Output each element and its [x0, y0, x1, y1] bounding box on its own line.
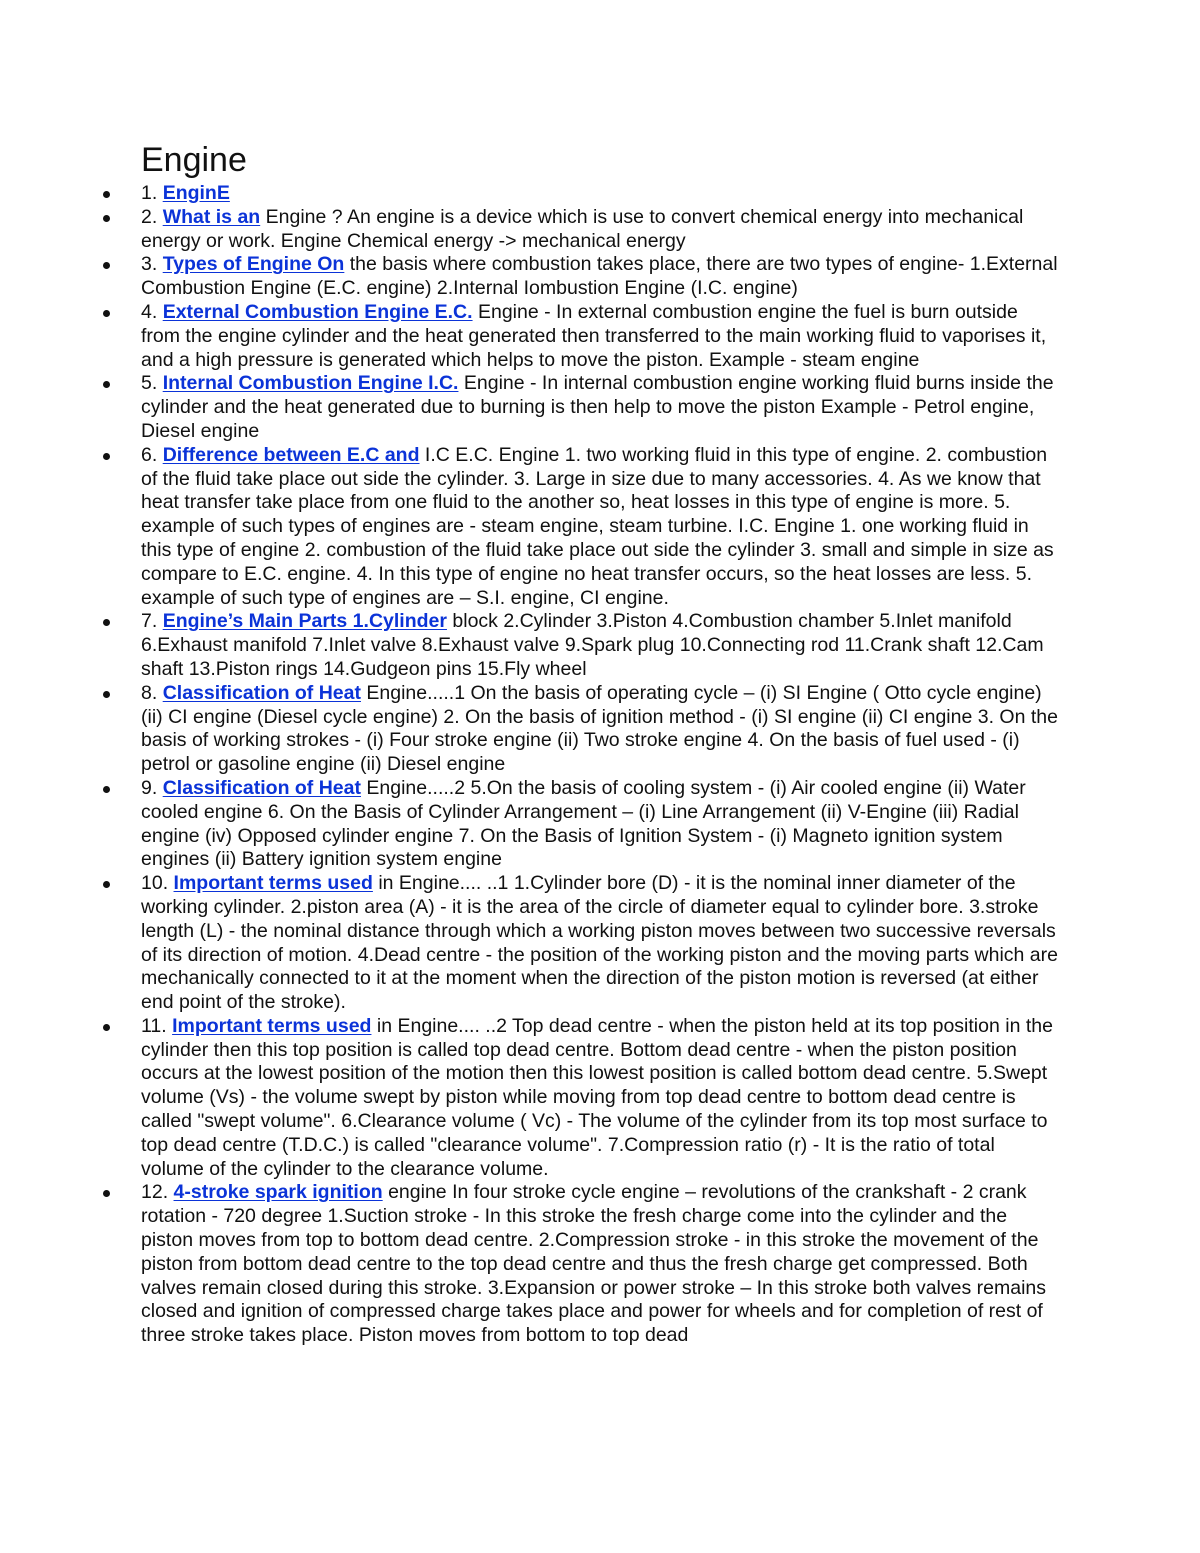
item-number: 5.	[141, 372, 163, 395]
item-link[interactable]: Difference between E.C and	[162, 443, 420, 466]
item-number: 9.	[141, 776, 163, 799]
bullet-icon	[103, 262, 110, 269]
item-text: the basis where combustion takes place, there are two types of engine- 1.External Combustion Engine (E.C. engine) 2.Internal Iombustion Engine (I.C. engine)	[141, 253, 1058, 300]
bullet-icon	[103, 453, 110, 460]
item-number: 4.	[141, 300, 163, 323]
bullet-icon	[103, 691, 110, 698]
item-link[interactable]: Internal Combustion Engine I.C.	[162, 372, 459, 395]
item-text: Engine.....2 5.On the basis of cooling system - (i) Air cooled engine (ii) Water cooled engine 6. On the Basis of Cylinder Arrangement – (i) Line Arrangement (ii) V-Engine (iii) Radial engine (iv) Opposed cylinder engine 7. On the Basis of Ignition System - (i) Magneto ignition system engines (ii) Battery ignition system engine	[141, 776, 1026, 871]
document-page	[141, 140, 1061, 1348]
item-text: in Engine.... ..2 Top dead centre - when the piston held at its top position in the cylinder then this top position is called top dead centre. Bottom dead centre - when the piston position occurs at the lowest position of the motion then this lowest position is called bottom dead centre. 5.Swept volume (Vs) - the volume swept by piston while moving from top dead centre to bottom dead centre is called "swept volume". 6.Clearance volume ( Vc) - The volume of the cylinder from its top most surface to top dead centre (T.D.C.) is called "clearance volume". 7.Compression ratio (r) - It is the ratio of total volume of the cylinder to the clearance volume.	[141, 1014, 1053, 1180]
item-text: engine In four stroke cycle engine – revolutions of the crankshaft - 2 crank rotation - 720 degree 1.Suction stroke - In this stroke the fresh charge come into the cylinder and the piston moves from top to bottom dead centre. 2.Compression stroke - in this stroke the movement of the piston from bottom dead centre to the top dead centre and thus the fresh charge get compressed. Both valves remain closed during this stroke. 3.Expansion or power stroke – In this stroke both valves remains closed and ignition of compressed charge takes place and power for wheels and for completion of rest of three stroke takes place. Piston moves from bottom to top dead	[141, 1181, 1047, 1347]
item-list	[141, 182, 1061, 1348]
list-item	[141, 301, 1061, 372]
list-item	[141, 682, 1061, 777]
bullet-icon	[103, 215, 110, 222]
item-link[interactable]: 4-stroke spark ignition	[173, 1181, 383, 1204]
item-number: 12.	[141, 1181, 174, 1204]
item-link[interactable]: EnginE	[162, 182, 230, 204]
item-text: in Engine.... ..1 1.Cylinder bore (D) - it is the nominal inner diameter of the working cylinder. 2.piston area (A) - it is the area of the circle of diameter equal to cylinder bore. 3.stroke length (L) - the nominal distance through which a working piston moves between two successive reversals of its direction of motion. 4.Dead centre - the position of the working piston and the moving parts which are mechanically connected to it at the moment when the direction of the piston motion is reversed (at either end point of the stroke).	[141, 872, 1058, 1014]
item-number: 8.	[141, 681, 163, 704]
item-link[interactable]: Classification of Heat	[162, 776, 361, 799]
list-item	[141, 372, 1061, 443]
item-number: 1.	[141, 182, 163, 204]
bullet-icon	[103, 1190, 110, 1197]
item-link[interactable]: What is an	[162, 205, 261, 228]
list-item	[141, 777, 1061, 872]
list-item	[141, 1181, 1061, 1348]
list-item	[141, 206, 1061, 254]
bullet-icon	[103, 191, 110, 198]
bullet-icon	[103, 881, 110, 888]
item-link[interactable]: Types of Engine On	[162, 253, 345, 276]
list-item	[141, 1015, 1061, 1182]
item-link[interactable]: Classification of Heat	[162, 681, 361, 704]
item-link[interactable]: Important terms used	[173, 872, 373, 895]
list-item	[141, 253, 1061, 301]
bullet-icon	[103, 619, 110, 626]
page-title: Engine	[141, 141, 247, 179]
list-item	[141, 444, 1061, 611]
item-number: 2.	[141, 205, 163, 228]
item-text: Engine - In internal combustion engine working fluid burns inside the cylinder and the heat generated due to burning is then help to move the piston Example - Petrol engine, Diesel engine	[141, 372, 1054, 442]
item-link[interactable]: External Combustion Engine E.C.	[162, 300, 473, 323]
item-text: block 2.Cylinder 3.Piston 4.Combustion chamber 5.Inlet manifold 6.Exhaust manifold 7.Inlet valve 8.Exhaust valve 9.Spark plug 10.Connecting rod 11.Crank shaft 12.Cam shaft 13.Piston rings 14.Gudgeon pins 15.Fly wheel	[141, 610, 1044, 680]
item-number: 3.	[141, 253, 163, 276]
list-item	[141, 182, 1061, 206]
item-text: Engine ? An engine is a device which is use to convert chemical energy into mechanical energy or work. Engine Chemical energy -> mechanical energy	[141, 205, 1024, 252]
item-text: Engine.....1 On the basis of operating cycle – (i) SI Engine ( Otto cycle engine) (ii) CI engine (Diesel cycle engine) 2. On the basis of ignition method - (i) SI engine (ii) CI engine 3. On the basis of working strokes - (i) Four stroke engine (ii) Two stroke engine 4. On the basis of fuel used - (i) petrol or gasoline engine (ii) Diesel engine	[141, 681, 1058, 776]
bullet-icon	[103, 381, 110, 388]
bullet-icon	[103, 1024, 110, 1031]
item-link[interactable]: Important terms used	[172, 1014, 372, 1037]
item-text: Engine - In external combustion engine the fuel is burn outside from the engine cylinder and the heat generated then transferred to the main working fluid to vaporises it, and a high pressure is generated which helps to move the piston. Example - steam engine	[141, 300, 1047, 371]
item-number: 10.	[141, 872, 174, 895]
item-number: 6.	[141, 443, 163, 466]
bullet-icon	[103, 786, 110, 793]
list-item	[141, 610, 1061, 681]
bullet-icon	[103, 310, 110, 317]
item-link[interactable]: Engine’s Main Parts 1.Cylinder	[162, 610, 447, 633]
list-item	[141, 872, 1061, 1015]
item-number: 11.	[141, 1014, 173, 1037]
item-number: 7.	[141, 610, 163, 633]
item-text: I.C E.C. Engine 1. two working fluid in this type of engine. 2. combustion of the fluid take place out side the cylinder. 3. Large in size due to many accessories. 4. As we know that heat transfer take place from one fluid to the another so, heat losses in this type of engine is more. 5. example of such types of engines are - steam engine, steam turbine. I.C. Engine 1. one working fluid in this type of engine 2. combustion of the fluid take place out side the cylinder 3. small and simple in size as compare to E.C. engine. 4. In this type of engine no heat transfer occurs, so the heat losses are less. 5. example of such type of engines are – S.I. engine, CI engine.	[141, 443, 1054, 609]
